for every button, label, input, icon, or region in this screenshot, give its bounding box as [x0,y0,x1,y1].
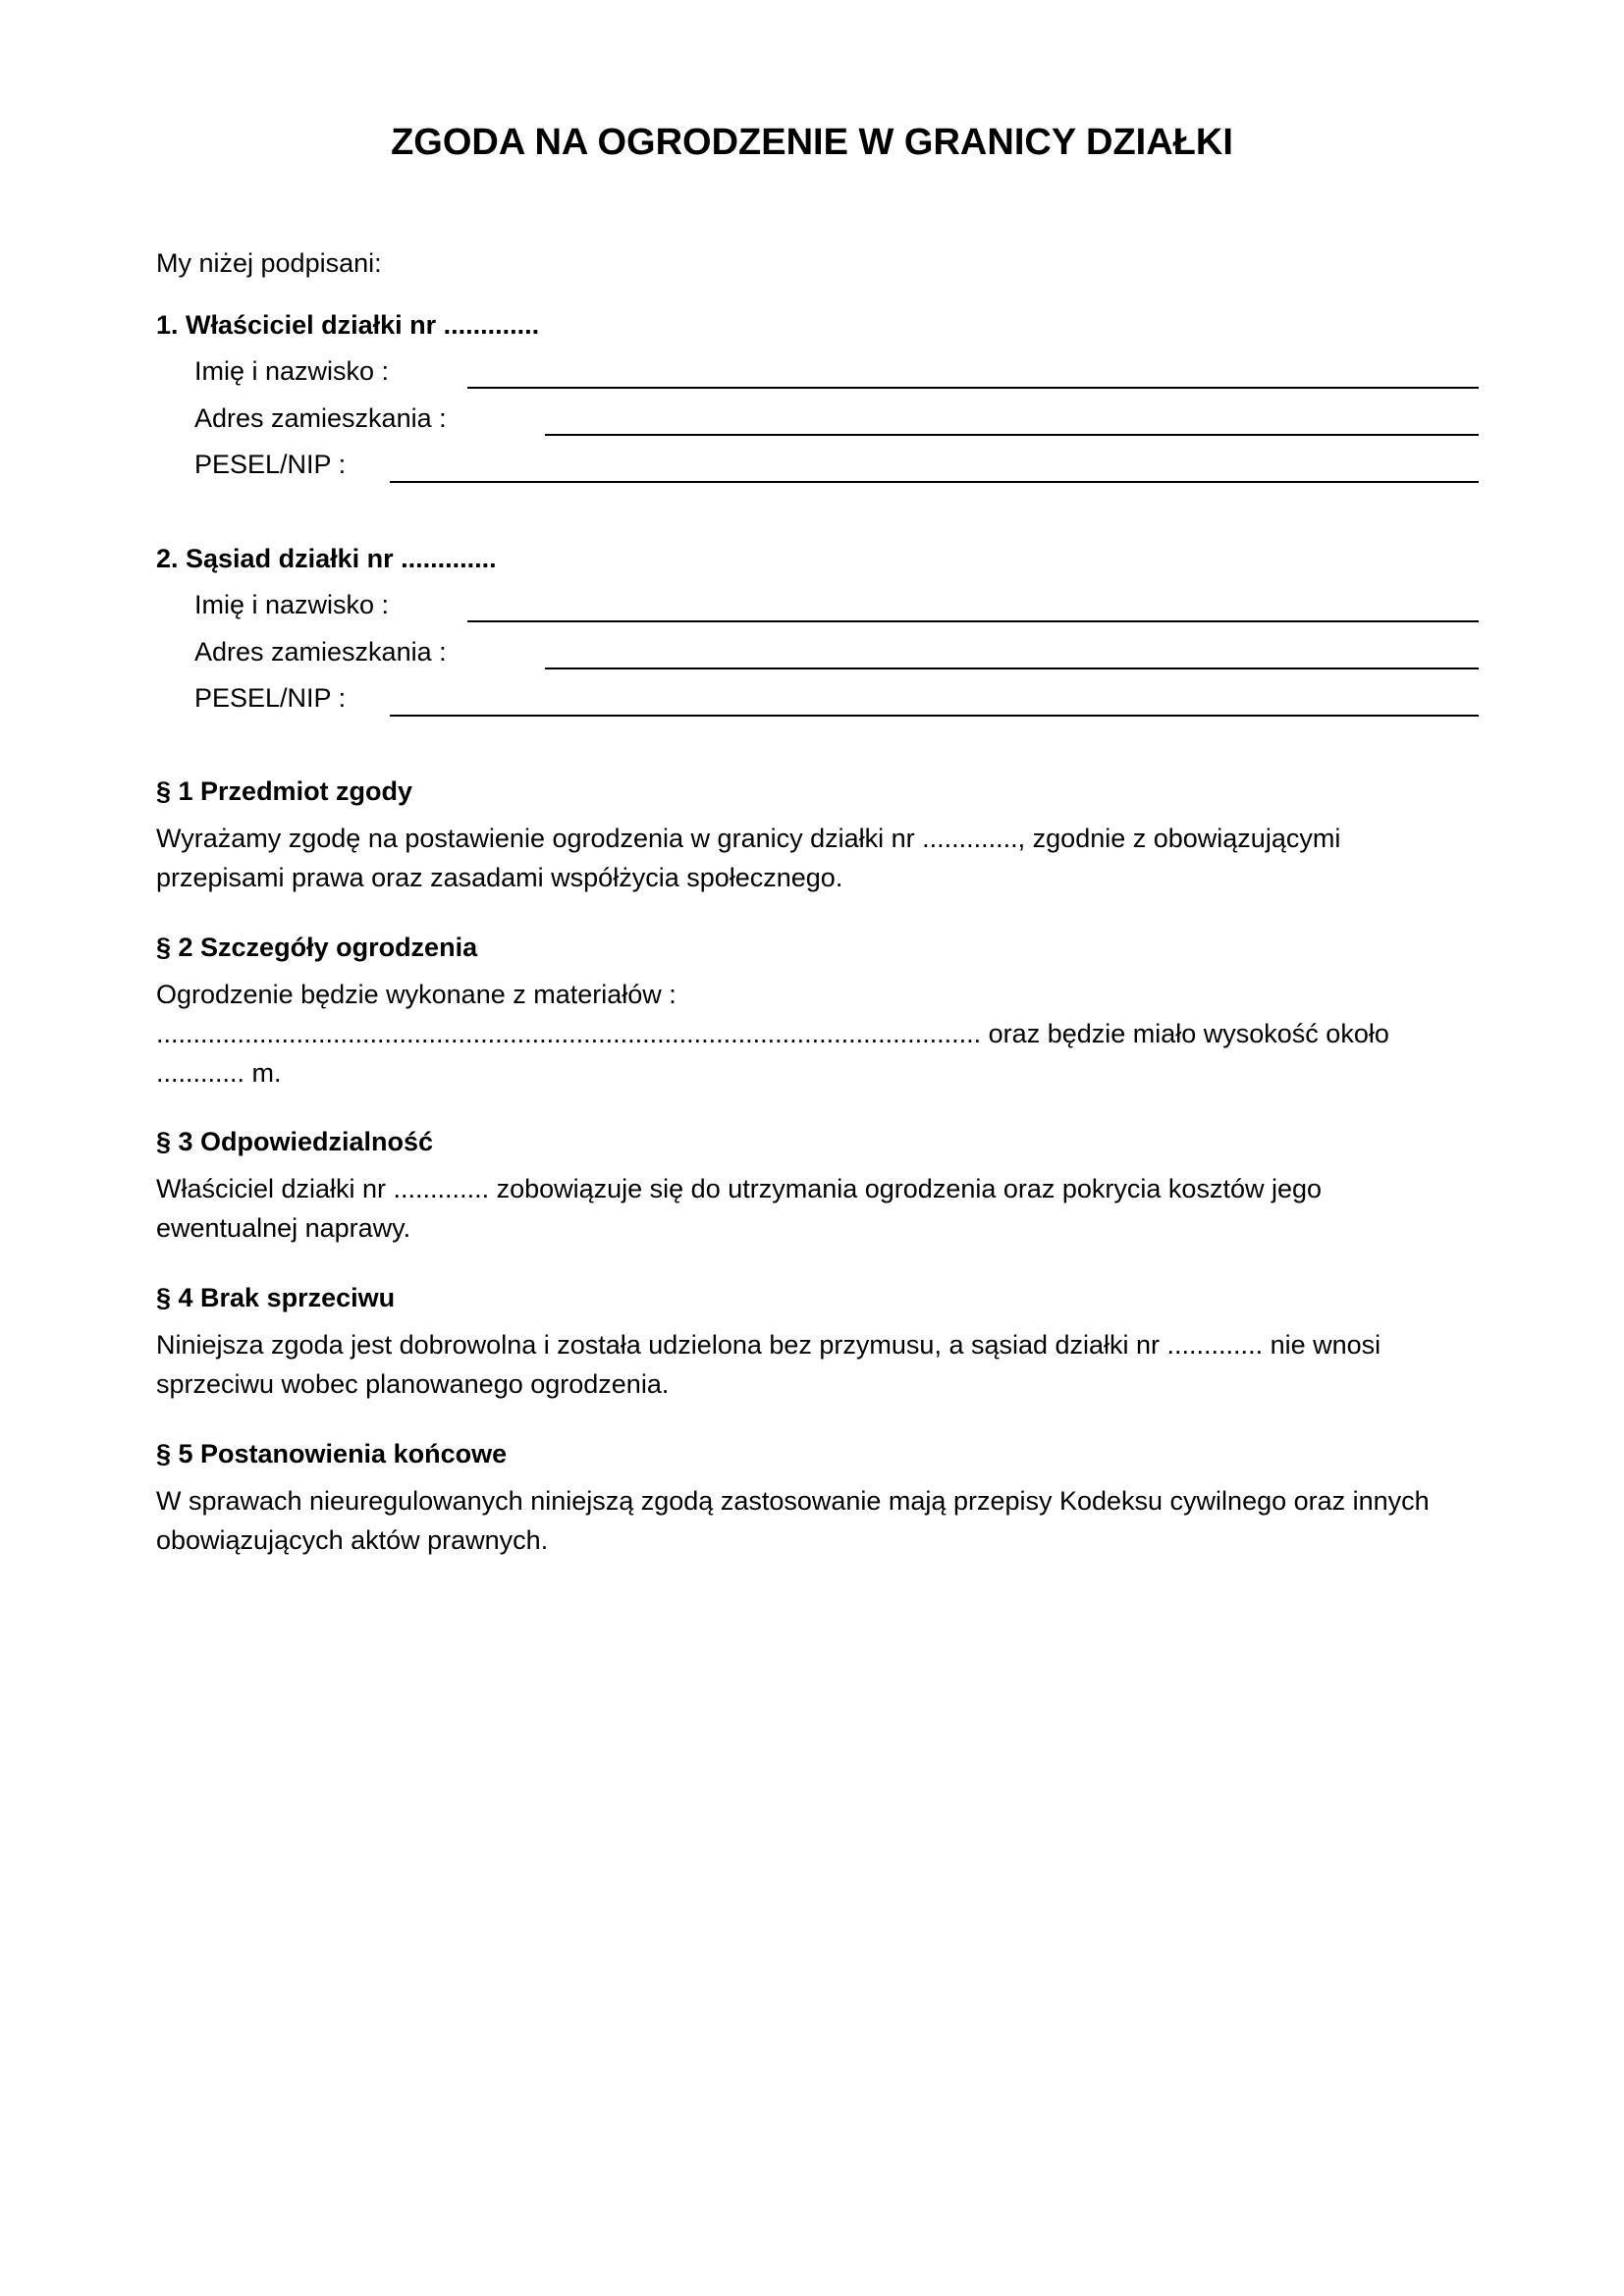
section5-heading: § 5 Postanowienia końcowe [156,1439,508,1468]
party1-name-label: Imię i nazwisko : [194,356,390,386]
section2-heading: § 2 Szczegóły ogrodzenia [156,933,478,962]
section3-text [156,1169,1491,1248]
party1-heading: 1. Właściciel działki nr ............. [156,310,540,340]
party1-address-label: Adres zamieszkania : [194,403,447,433]
party1-id-field[interactable] [390,481,1479,483]
section2-line2: ................................................................................................................ oraz będzie miało wysokość około [156,1019,1389,1048]
section2-text [156,975,1491,1093]
section3-heading: § 3 Odpowiedzialność [156,1127,434,1156]
section4-line1: Niniejsza zgoda jest dobrowolna i została udzielona bez przymusu, a sąsiad działki nr ............. nie wnosi [156,1330,1381,1360]
section3-line2: ewentualnej naprawy. [156,1213,411,1243]
section1-line2: przepisami prawa oraz zasadami współżycia społecznego. [156,863,843,892]
section1-line1: Wyrażamy zgodę na postawienie ogrodzenia w granicy działki nr ............., zgodnie z obowiązującymi [156,824,1341,853]
party1-address-field[interactable] [545,434,1479,436]
intro-text: My niżej podpisani: [156,248,382,278]
document-title: ZGODA NA OGRODZENIE W GRANICY DZIAŁKI [391,122,1233,163]
section3-line1: Właściciel działki nr ............. zobowiązuje się do utrzymania ogrodzenia oraz pokrycia kosztów jego [156,1174,1323,1203]
party2-id-label: PESEL/NIP : [194,683,347,713]
party1-name-field[interactable] [467,387,1479,389]
party2-name-field[interactable] [467,620,1479,622]
party2-id-field[interactable] [390,715,1479,717]
party2-heading: 2. Sąsiad działki nr ............. [156,544,497,573]
party2-name-label: Imię i nazwisko : [194,590,390,619]
section4-line2: sprzeciwu wobec planowanego ogrodzenia. [156,1369,670,1399]
section5-line2: obowiązujących aktów prawnych. [156,1525,549,1555]
section1-text [156,819,1491,897]
section2-line3: ............ m. [156,1058,282,1088]
section2-line1: Ogrodzenie będzie wykonane z materiałów : [156,980,677,1009]
section4-text [156,1325,1491,1404]
section1-heading: § 1 Przedmiot zgody [156,776,413,806]
section5-line1: W sprawach nieuregulowanych niniejszą zgodą zastosowanie mają przepisy Kodeksu cywilnego oraz innych [156,1486,1430,1516]
section5-text [156,1481,1491,1560]
party2-address-field[interactable] [545,667,1479,669]
party1-id-label: PESEL/NIP : [194,450,347,479]
section4-heading: § 4 Brak sprzeciwu [156,1283,396,1312]
party2-address-label: Adres zamieszkania : [194,637,447,667]
